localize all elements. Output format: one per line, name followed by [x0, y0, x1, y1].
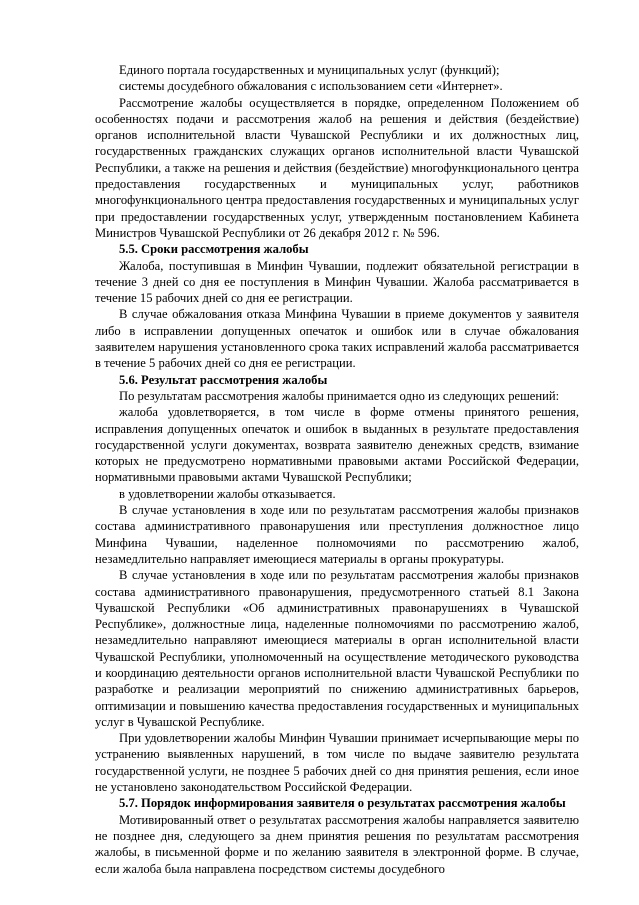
paragraph-complaint-rejected: в удовлетворении жалобы отказывается.: [119, 486, 336, 501]
paragraph-registration-terms: Жалоба, поступившая в Минфин Чувашии, подлежит обязательной регистрации в течение 3 дней со дня ее поступления в Минфин Чувашии. Жалоба рассматривается в течение 15 рабочих дней со дня ее регистрации.: [95, 258, 579, 306]
paragraph-motivated-answer: Мотивированный ответ о результатах рассмотрения жалобы направляется заявителю не позднее дня, следующего за днем принятия решения по результатам рассмотрения жалобы, в письменной форме и по желанию заявителя в электронной форме. В случае, если жалоба была направлена посредством системы досудебного: [95, 812, 579, 876]
section-heading-5-7: 5.7. Порядок информирования заявителя о результатах рассмотрения жалобы: [119, 796, 566, 811]
paragraph-complaint-satisfied: жалоба удовлетворяется, в том числе в форме отмены принятого решения, исправления допущенных опечаток и ошибок в выданных в результате предоставления государственной услуги документах, возврата заявителю денежных средств, взимание которых не предусмотрено нормативными правовыми актами Российской Федерации, нормативными правовыми актами Чувашской Республики;: [95, 405, 579, 485]
paragraph-remedy-measures: При удовлетворении жалобы Минфин Чувашии принимает исчерпывающие меры по устранению выявленных нарушений, в том числе по выдаче заявителю результата государственной услуги, не позднее 5 рабочих дней со дня принятия решения, если иное не установлено законодательством Российской Федерации.: [95, 731, 579, 795]
paragraph-prosecutor-referral: В случае установления в ходе или по результатам рассмотрения жалобы признаков состава административного правонарушения или преступления должностное лицо Минфина Чувашии, наделенное полномочиями по рассмотрению жалоб, незамедлительно направляет имеющиеся материалы в органы прокуратуры.: [95, 503, 579, 566]
paragraph-decisions-intro: По результатам рассмотрения жалобы принимается одно из следующих решений:: [119, 388, 560, 403]
document-page: [95, 62, 579, 877]
section-heading-5-5: 5.5. Сроки рассмотрения жалобы: [119, 242, 309, 257]
paragraph-portal: Единого портала государственных и муниципальных услуг (функций);: [119, 63, 500, 77]
paragraph-pretrial-system: системы досудебного обжалования с использованием сети «Интернет».: [119, 79, 503, 94]
paragraph-refusal-appeal: В случае обжалования отказа Минфина Чувашии в приеме документов у заявителя либо в исправлении допущенных опечаток и ошибок или в случае обжалования заявителем нарушения установленного срока таких исправлений жалоба рассматривается в течение 5 рабочих дней со дня ее регистрации.: [95, 307, 579, 371]
paragraph-administrative-offense: В случае установления в ходе или по результатам рассмотрения жалобы признаков состава административного правонарушения, предусмотренного статьей 8.1 Закона Чувашской Республики «Об административных правонарушениях в Чувашской Республике», должностные лица, наделенные полномочиями по рассмотрению жалоб, незамедлительно направляют имеющиеся материалы в орган исполнительной власти Чувашской Республики, уполномоченный на осуществление методического руководства и координацию деятельности органов исполнительной власти Чувашской Республики по разработке и реализации мероприятий по снижению административных барьеров, оптимизации и повышению качества предоставления государственных и муниципальных услуг в Чувашской Республике.: [95, 568, 579, 729]
section-heading-5-6: 5.6. Результат рассмотрения жалобы: [119, 372, 328, 387]
paragraph-complaint-procedure: Рассмотрение жалобы осуществляется в порядке, определенном Положением об особенностях подачи и рассмотрения жалоб на решения и действия (бездействие) органов исполнительной власти Чувашской Республики и их должностных лиц, государственных гражданских служащих органов исполнительной власти Чувашской Республики, а также на решения и действия (бездействие) многофункционального центра предоставления государственных и муниципальных услуг, работников многофункционального центра предоставления государственных и муниципальных услуг при предоставлении государственных услуг, утвержденным постановлением Кабинета Министров Чувашской Республики от 26 декабря 2012 г. № 596.: [95, 95, 579, 240]
